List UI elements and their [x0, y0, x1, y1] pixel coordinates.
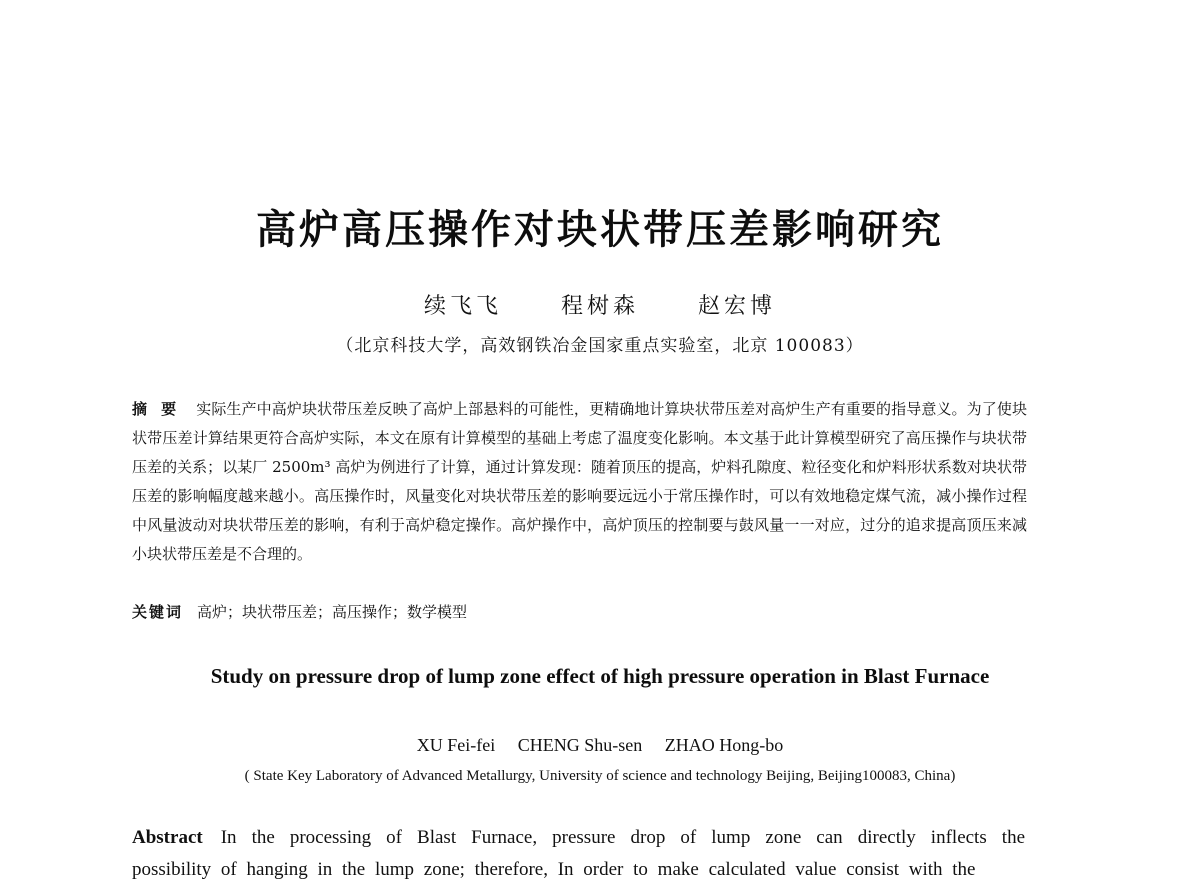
- chinese-keywords-text: 高炉；块状带压差；高压操作；数学模型: [197, 603, 468, 621]
- english-author-3: ZHAO Hong-bo: [664, 735, 784, 755]
- chinese-keywords-label: 关键词: [132, 603, 184, 621]
- chinese-affiliation: （北京科技大学，高效钢铁冶金国家重点实验室，北京 100083）: [336, 336, 864, 356]
- english-title: Study on pressure drop of lump zone effect of high pressure operation in Blast Furnace: [210, 664, 990, 688]
- chinese-abstract-label: 摘要: [132, 400, 191, 418]
- chinese-title: 高炉高压操作对块状带压差影响研究: [256, 207, 944, 253]
- chinese-author-2: 程树森: [560, 294, 639, 319]
- english-affiliation: ( State Key Laboratory of Advanced Metallurgy, University of science and technology Beijing, Beijing100083, China): [244, 768, 956, 784]
- english-author-1: XU Fei-fei: [416, 735, 496, 755]
- english-abstract: [132, 822, 1025, 886]
- chinese-author-3: 赵宏博: [698, 294, 777, 319]
- chinese-keywords: [132, 598, 1027, 627]
- chinese-authors: [0, 292, 1200, 322]
- chinese-abstract: [132, 395, 1027, 569]
- english-author-2: CHENG Shu-sen: [517, 735, 643, 755]
- english-authors: [0, 732, 1200, 758]
- chinese-abstract-text: 实际生产中高炉块状带压差反映了高炉上部悬料的可能性，更精确地计算块状带压差对高炉生产有重要的指导意义。为了使块状带压差计算结果更符合高炉实际，本文在原有计算模型的基础上考虑了温度变化影响。本文基于此计算模型研究了高压操作与块状带压差的关系；以某厂 2500m³ 高炉为例进行了计算，通过计算发现：随着顶压的提高，炉料孔隙度、粒径变化和炉料形状系数对块状带压差的影响幅度越来越小。高压操作时，风量变化对块状带压差的影响要远远小于常压操作时，可以有效地稳定煤气流，减小操作过程中风量波动对块状带压差的影响，有利于高炉稳定操作。高炉操作中，高炉顶压的控制要与鼓风量一一对应，过分的追求提高顶压来减小块状带压差是不合理的。: [132, 400, 1027, 563]
- english-abstract-text: In the processing of Blast Furnace, pressure drop of lump zone can directly inflects the possibility of hanging in the lump zone; therefore, In order to make calculated value consist with the: [132, 827, 1025, 880]
- english-abstract-label: Abstract: [132, 827, 203, 848]
- chinese-author-1: 续飞飞: [423, 294, 502, 319]
